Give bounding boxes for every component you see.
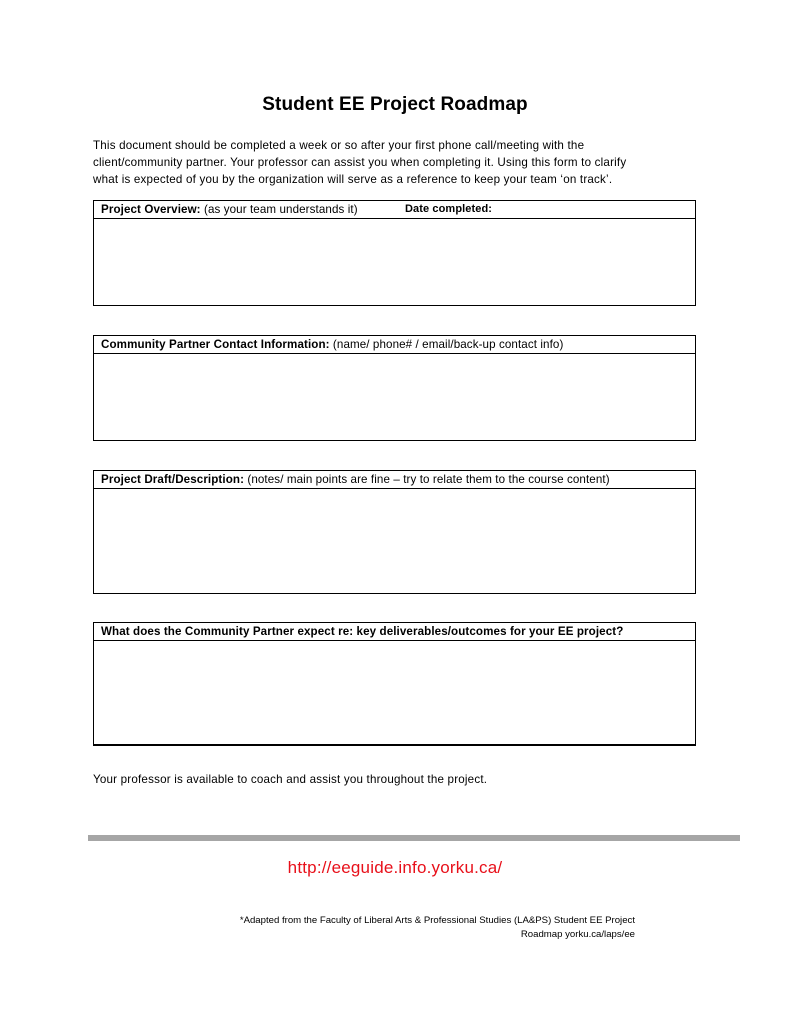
date-completed-label: Date completed: xyxy=(405,203,493,215)
page-title: Student EE Project Roadmap xyxy=(262,94,528,115)
section-header xyxy=(94,471,695,489)
intro-paragraph xyxy=(93,137,703,188)
intro-line: what is expected of you by the organization will serve as a reference to keep your team ‘on track’. xyxy=(93,173,613,186)
footnote-line: Roadmap yorku.ca/laps/ee xyxy=(520,929,635,940)
section-header xyxy=(94,201,695,219)
section-header xyxy=(94,336,695,354)
footer-divider xyxy=(88,835,740,841)
section-hint: (name/ phone# / email/back-up contact info) xyxy=(329,338,564,351)
project-overview-field[interactable] xyxy=(94,219,695,306)
deliverables-field[interactable] xyxy=(94,641,695,745)
footnote-line: *Adapted from the Faculty of Liberal Arts & Professional Studies (LA&PS) Student EE Project xyxy=(239,915,635,926)
intro-line: client/community partner. Your professor can assist you when completing it. Using this form to clarify xyxy=(93,156,627,169)
deliverables-section xyxy=(93,622,696,746)
closing-note: Your professor is available to coach and assist you throughout the project. xyxy=(93,773,488,786)
section-label: What does the Community Partner expect re: key deliverables/outcomes for your EE project? xyxy=(101,625,624,638)
contact-info-field[interactable] xyxy=(94,354,695,441)
contact-info-section xyxy=(93,335,696,441)
section-label: Project Overview: xyxy=(101,203,201,216)
guide-link[interactable]: http://eeguide.info.yorku.ca/ xyxy=(287,858,503,877)
section-label: Project Draft/Description: xyxy=(101,473,245,486)
project-draft-section xyxy=(93,470,696,594)
project-draft-field[interactable] xyxy=(94,489,695,594)
intro-line: This document should be completed a week or so after your first phone call/meeting with the xyxy=(93,139,585,152)
footnote xyxy=(160,914,635,942)
project-overview-section xyxy=(93,200,696,306)
section-hint: (as your team understands it) xyxy=(200,203,358,216)
section-label: Community Partner Contact Information: xyxy=(101,338,330,351)
section-hint: (notes/ main points are fine – try to relate them to the course content) xyxy=(244,473,610,486)
section-header xyxy=(94,623,695,641)
